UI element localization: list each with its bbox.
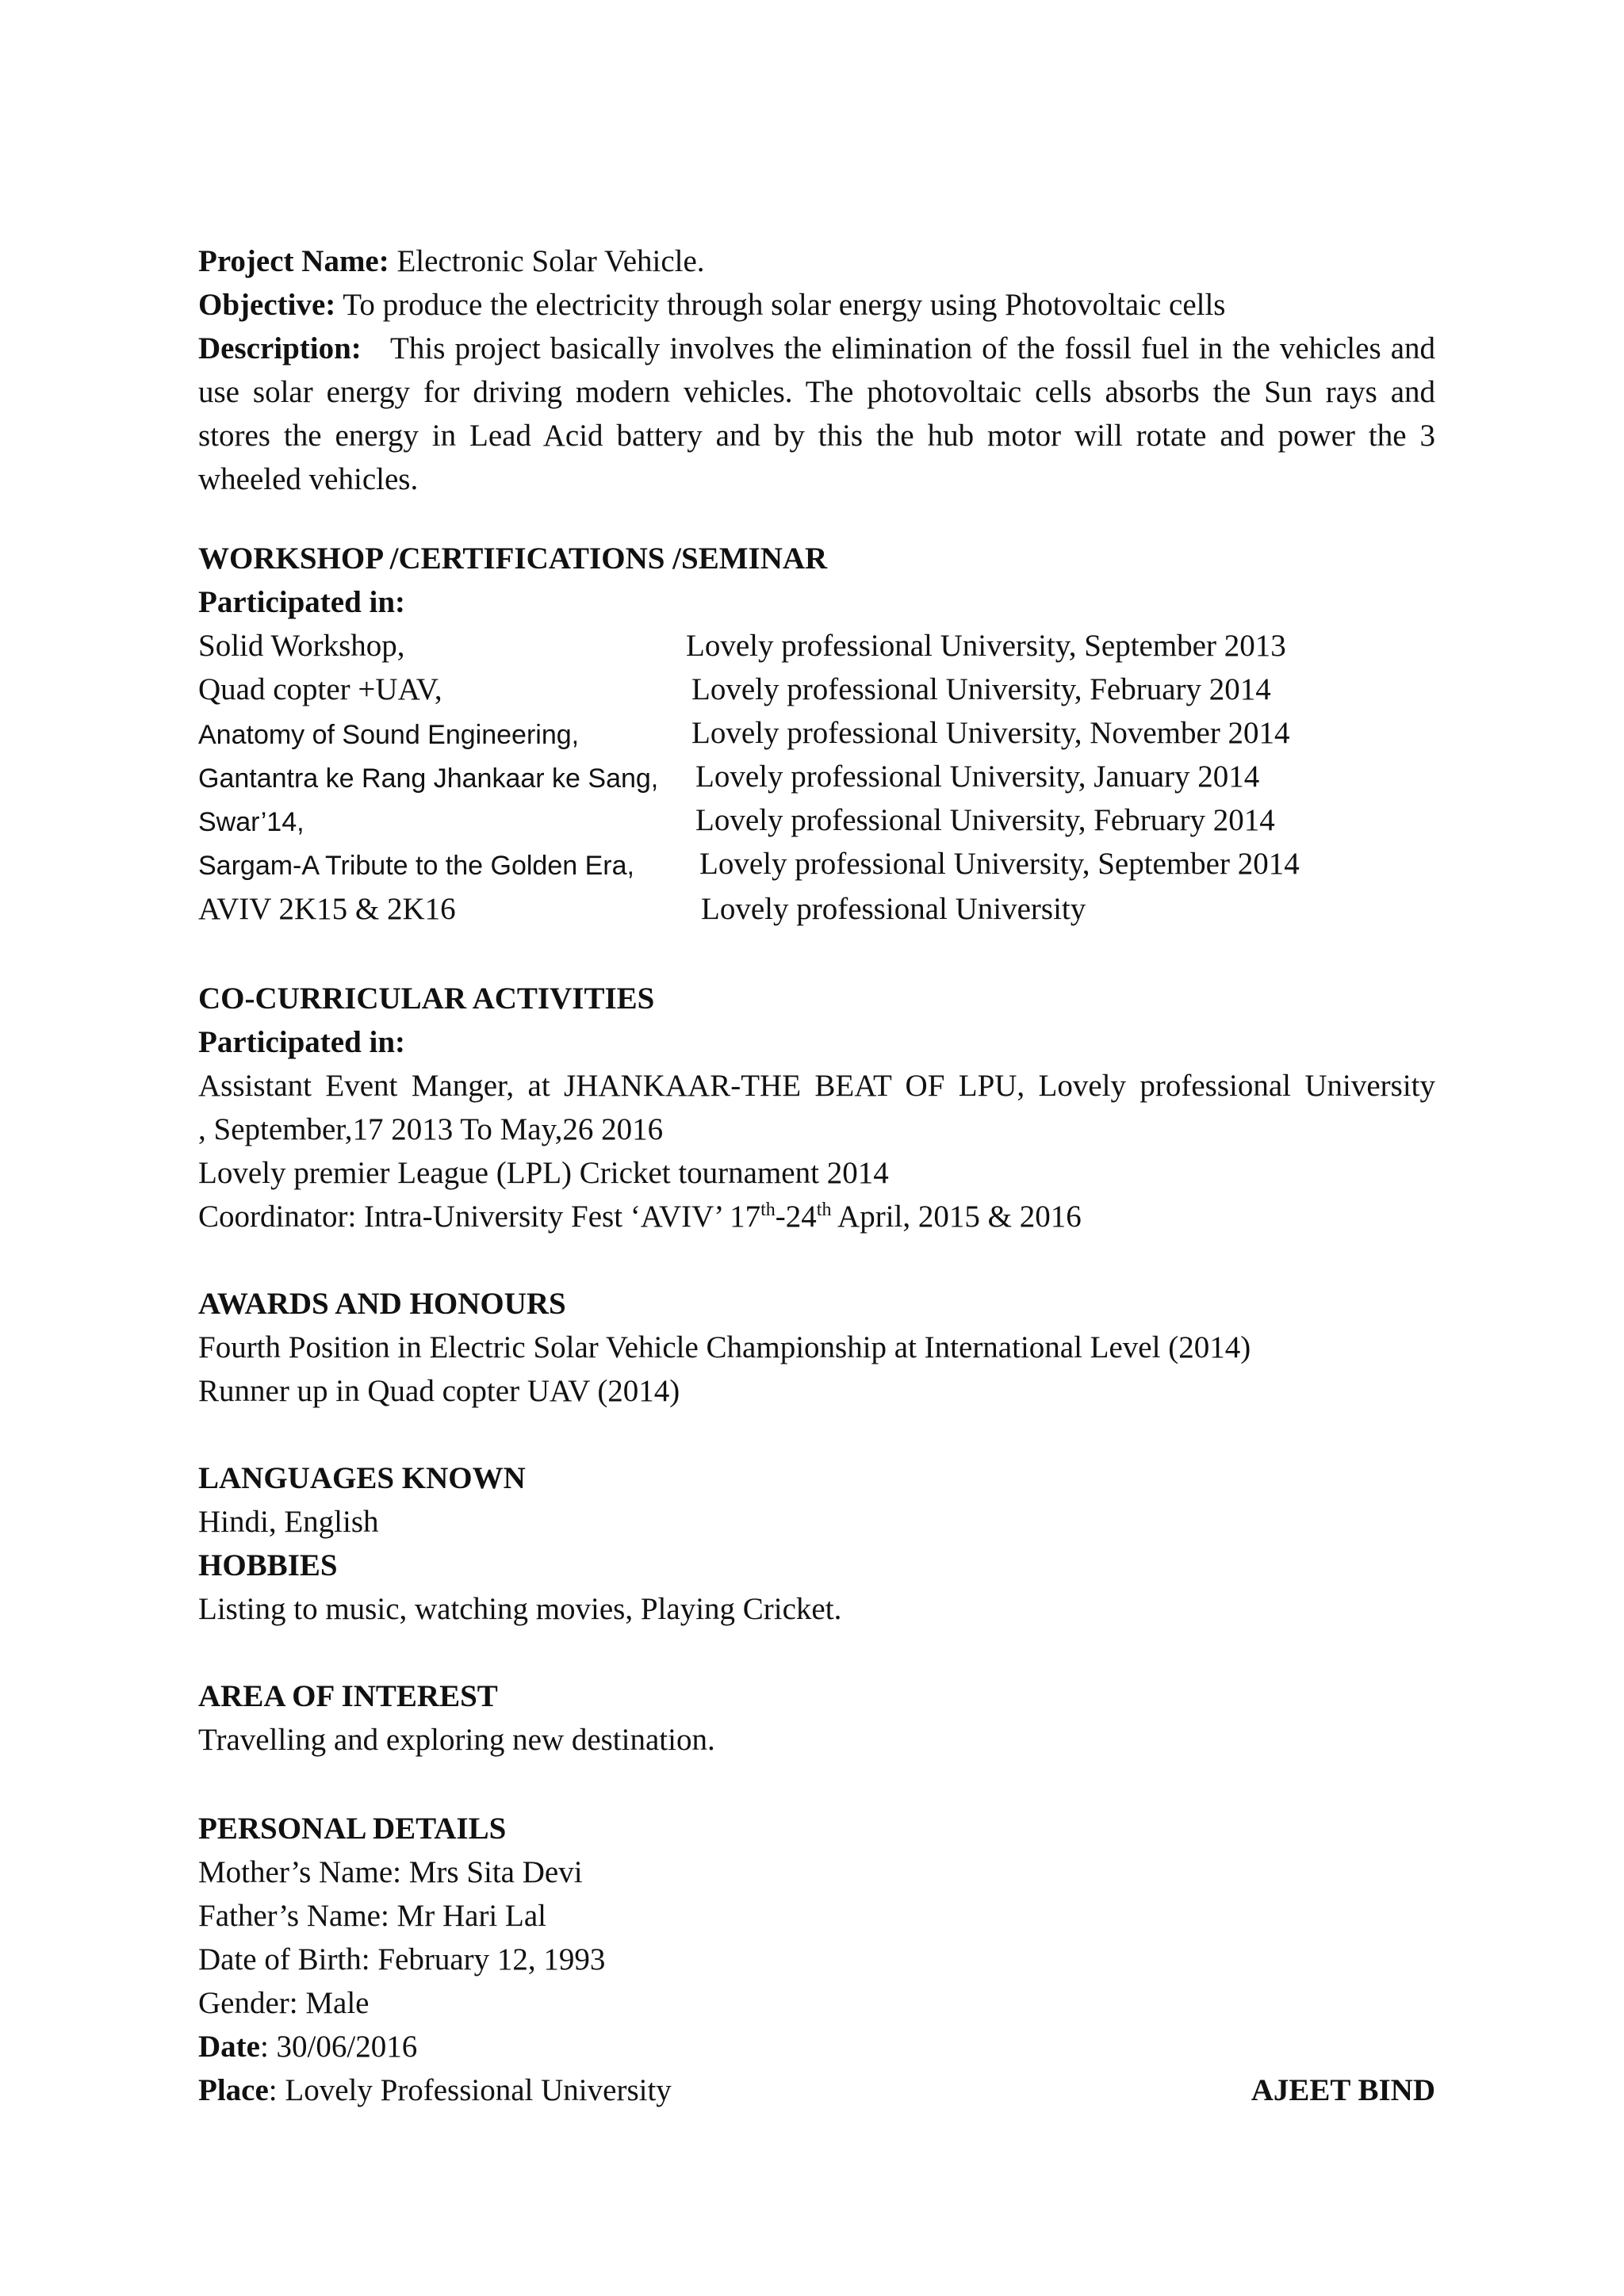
workshop-item-name: Anatomy of Sound Engineering, bbox=[198, 720, 580, 750]
workshop-item-venue: Lovely professional University, February 2014 bbox=[695, 803, 1275, 837]
workshop-item-name: Quad copter +UAV, bbox=[198, 672, 442, 706]
workshop-item-venue: Lovely professional University, November 2014 bbox=[691, 716, 1290, 750]
award-item: Fourth Position in Electric Solar Vehicle Championship at International Level (2014) bbox=[198, 1330, 1251, 1364]
coordinator-text: April, 2015 & 2016 bbox=[831, 1200, 1082, 1234]
workshop-item-venue: Lovely professional University, September 2013 bbox=[686, 629, 1286, 663]
place-value: : Lovely Professional University bbox=[268, 2073, 672, 2107]
project-objective-line bbox=[198, 285, 1226, 325]
date-value: : 30/06/2016 bbox=[259, 2030, 418, 2064]
cocurricular-line: Lovely premier League (LPL) Cricket tournament 2014 bbox=[198, 1156, 889, 1190]
coordinator-text: Coordinator: Intra-University Fest ‘AVIV’ 17 bbox=[198, 1200, 761, 1234]
workshop-item-name: Swar’14, bbox=[198, 807, 304, 837]
personal-gender: Gender: Male bbox=[198, 1986, 370, 2020]
interest-value: Travelling and exploring new destination. bbox=[198, 1723, 715, 1757]
cocurricular-heading: CO-CURRICULAR ACTIVITIES bbox=[198, 982, 655, 1016]
personal-mother: Mother’s Name: Mrs Sita Devi bbox=[198, 1855, 583, 1889]
cocurricular-line: Assistant Event Manger, at JHANKAAR-THE BEAT OF LPU, Lovely professional University bbox=[198, 1069, 1435, 1103]
workshop-item-name: Gantantra ke Rang Jhankaar ke Sang, bbox=[198, 763, 659, 794]
languages-heading: LANGUAGES KNOWN bbox=[198, 1461, 526, 1495]
awards-heading: AWARDS AND HONOURS bbox=[198, 1287, 566, 1321]
cocurricular-coordinator-line bbox=[198, 1197, 1082, 1237]
personal-father: Father’s Name: Mr Hari Lal bbox=[198, 1899, 546, 1933]
date-label: Date bbox=[198, 2030, 260, 2064]
personal-place-line bbox=[198, 2071, 672, 2110]
signature-name: AJEET BIND bbox=[1251, 2073, 1435, 2107]
project-description-label: Description: bbox=[198, 331, 362, 365]
project-description-value: This project basically involves the elimination of the fossil fuel in the vehicles and use solar energy for driving modern vehicles. The photovoltaic cells absorbs the Sun rays and stores the energy in Lead Acid battery and by this the hub motor will rotate and power the 3 wheeled vehicles. bbox=[198, 331, 1436, 496]
project-name-label: Project Name: bbox=[198, 244, 389, 278]
award-item: Runner up in Quad copter UAV (2014) bbox=[198, 1374, 680, 1408]
project-description bbox=[198, 327, 1435, 501]
languages-value: Hindi, English bbox=[198, 1505, 379, 1539]
interest-heading: AREA OF INTEREST bbox=[198, 1679, 498, 1713]
cocurricular-line: , September,17 2013 To May,26 2016 bbox=[198, 1112, 664, 1146]
workshop-item-name: AVIV 2K15 & 2K16 bbox=[198, 892, 456, 926]
workshops-heading: WORKSHOP /CERTIFICATIONS /SEMINAR bbox=[198, 541, 828, 576]
project-name-line bbox=[198, 242, 705, 281]
project-name-value: Electronic Solar Vehicle. bbox=[389, 244, 705, 278]
workshops-subheading: Participated in: bbox=[198, 585, 406, 619]
workshop-item-venue: Lovely professional University, January 2014 bbox=[695, 760, 1260, 794]
place-label: Place bbox=[198, 2073, 269, 2107]
project-objective-value: To produce the electricity through solar energy using Photovoltaic cells bbox=[335, 288, 1226, 322]
cocurricular-subheading: Participated in: bbox=[198, 1025, 406, 1059]
workshop-item-name: Sargam-A Tribute to the Golden Era, bbox=[198, 851, 634, 881]
workshop-item-venue: Lovely professional University bbox=[701, 892, 1086, 926]
project-objective-label: Objective: bbox=[198, 288, 336, 322]
workshop-item-name: Solid Workshop, bbox=[198, 629, 405, 663]
personal-heading: PERSONAL DETAILS bbox=[198, 1812, 507, 1846]
personal-date-line bbox=[198, 2027, 417, 2067]
personal-dob: Date of Birth: February 12, 1993 bbox=[198, 1942, 606, 1976]
workshop-item-venue: Lovely professional University, February 2014 bbox=[691, 672, 1271, 706]
ordinal-suffix: th bbox=[760, 1200, 776, 1220]
hobbies-value: Listing to music, watching movies, Playing Cricket. bbox=[198, 1592, 842, 1626]
hobbies-heading: HOBBIES bbox=[198, 1548, 338, 1582]
coordinator-text: -24 bbox=[775, 1200, 817, 1234]
ordinal-suffix: th bbox=[816, 1200, 832, 1220]
workshop-item-venue: Lovely professional University, September 2014 bbox=[699, 847, 1300, 881]
